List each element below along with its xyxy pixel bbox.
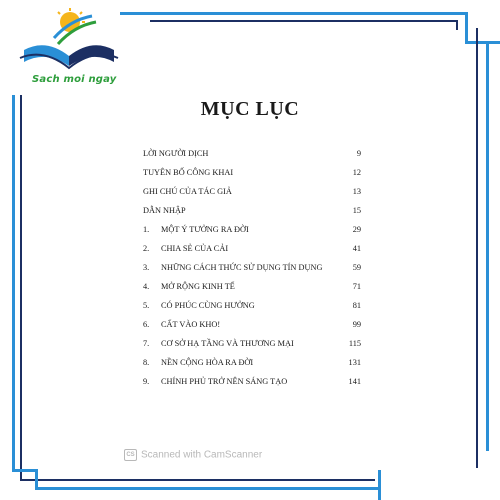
frame-line-top-navy — [150, 20, 458, 22]
toc-entry-page: 9 — [356, 149, 361, 158]
page-title: MỤC LỤC — [200, 98, 300, 120]
toc-entry-number: 8. — [143, 358, 150, 367]
toc-entry — [143, 279, 361, 298]
toc-entry-number: 9. — [143, 377, 150, 386]
toc-entry-title: TUYÊN BỐ CÔNG KHAI — [143, 168, 234, 177]
frame-line-right-vertical-navy — [476, 28, 478, 468]
toc-entry-page: 41 — [352, 244, 361, 253]
toc-entry-title: GHI CHÚ CỦA TÁC GIẢ — [143, 187, 232, 196]
frame-line-left-vertical-navy — [20, 95, 22, 480]
toc-entry-page: 13 — [352, 187, 361, 196]
toc-entry-number: 3. — [143, 263, 150, 272]
toc-entry — [143, 336, 361, 355]
frame-line-bottom-right-vertical — [378, 470, 381, 500]
toc-entry-title: CƠ SỞ HẠ TẦNG VÀ THƯƠNG MẠI — [161, 339, 294, 348]
frame-line-right-inner — [456, 20, 458, 30]
toc-entry — [143, 222, 361, 241]
toc-entry-page: 29 — [352, 225, 361, 234]
toc-entry-title: NHỮNG CÁCH THỨC SỬ DỤNG TÍN DỤNG — [161, 263, 323, 272]
toc-entry — [143, 260, 361, 279]
toc-entry-page: 81 — [352, 301, 361, 310]
toc-entry — [143, 241, 361, 260]
toc-entry-number: 1. — [143, 225, 150, 234]
toc-entry-title: LỜI NGƯỜI DỊCH — [143, 149, 209, 158]
frame-line-top-blue — [120, 12, 468, 15]
toc-entry-number: 4. — [143, 282, 150, 291]
toc-entry-number: 7. — [143, 339, 150, 348]
toc-entry — [143, 317, 361, 336]
frame-line-right-outer — [465, 12, 468, 42]
toc-entry-page: 71 — [352, 282, 361, 291]
toc-entry-title: MỞ RỘNG KINH TẾ — [161, 282, 235, 291]
brand-logo — [14, 8, 124, 96]
frame-line-bottom-left-vertical — [35, 469, 38, 489]
toc-entry-number: 6. — [143, 320, 150, 329]
toc-entry-title: CÓ PHÚC CÙNG HƯỞNG — [161, 301, 255, 310]
toc-entry — [143, 184, 361, 203]
toc-entry — [143, 298, 361, 317]
toc-entry-page: 59 — [352, 263, 361, 272]
frame-line-left-vertical — [12, 95, 15, 470]
toc-entry-page: 99 — [352, 320, 361, 329]
table-of-contents — [143, 146, 361, 393]
watermark-text: Scanned with CamScanner — [141, 449, 263, 461]
toc-entry-number: 5. — [143, 301, 150, 310]
logo-text: Sach moi ngay — [32, 74, 117, 85]
toc-entry-page: 115 — [348, 339, 361, 348]
frame-line-bottom-long — [35, 487, 380, 490]
camscanner-icon: CS — [124, 449, 137, 461]
toc-entry-page: 15 — [352, 206, 361, 215]
toc-entry-number: 2. — [143, 244, 150, 253]
toc-entry-page: 141 — [348, 377, 361, 386]
toc-entry — [143, 355, 361, 374]
toc-entry-title: CHIA SẺ CỦA CẢI — [161, 244, 229, 253]
frame-line-upper-right-h — [465, 41, 500, 44]
toc-entry-title: CHÍNH PHỦ TRỞ NÊN SÁNG TẠO — [161, 377, 288, 386]
camscanner-watermark — [124, 449, 262, 461]
toc-entry — [143, 374, 361, 393]
toc-entry-title: DẪN NHẬP — [143, 206, 186, 215]
toc-entry — [143, 146, 361, 165]
toc-entry-title: CẤT VÀO KHO! — [161, 320, 221, 329]
frame-line-bottom-navy — [20, 479, 375, 481]
toc-entry — [143, 203, 361, 222]
toc-entry-page: 131 — [348, 358, 361, 367]
toc-entry-title: NỀN CỘNG HÒA RA ĐỜI — [161, 358, 254, 367]
toc-entry — [143, 165, 361, 184]
frame-line-bottom-blue — [12, 469, 37, 472]
toc-entry-page: 12 — [352, 168, 361, 177]
toc-entry-title: MỘT Ý TƯỞNG RA ĐỜI — [161, 225, 249, 234]
open-book-icon — [14, 8, 124, 74]
